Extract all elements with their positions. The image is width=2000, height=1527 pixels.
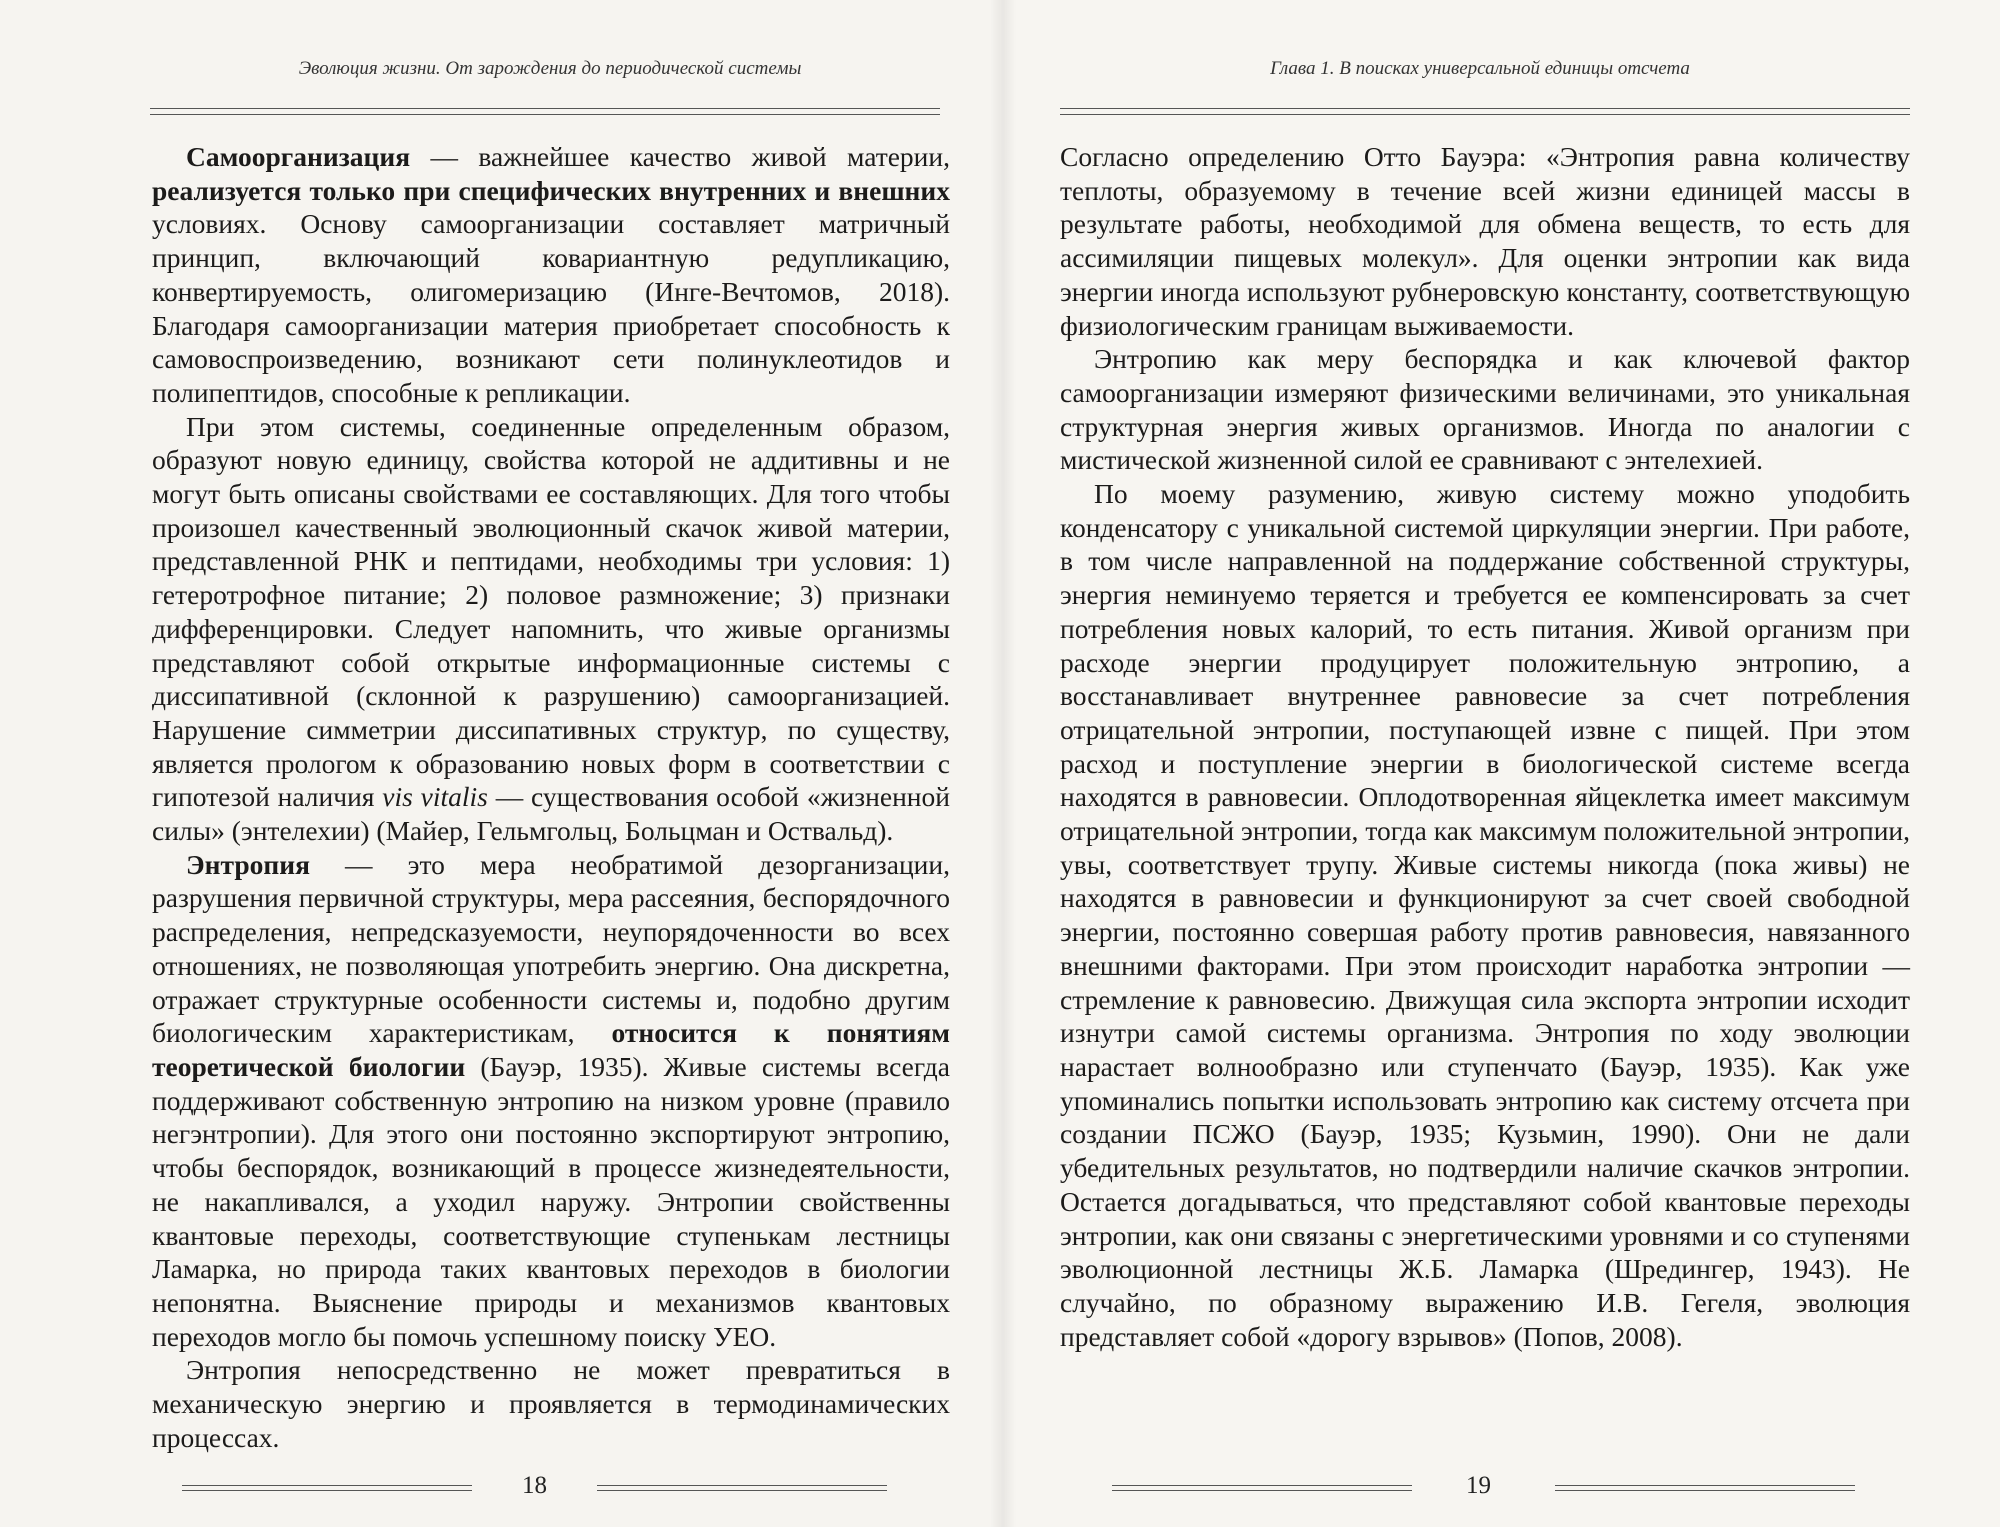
term-bold: Энтропия xyxy=(186,848,310,880)
emphasis-bold: относится к понятиям теоретической биологии xyxy=(152,1017,951,1082)
emphasis-bold: реализуется только при специфических внутренних и внешних xyxy=(152,174,950,206)
left-body-text xyxy=(152,140,950,1454)
paragraph: Энтропию как меру беспорядка и как ключевой фактор самоорганизации измеряют физическими величинами, это уникальная структурная энергия живых организмов. Иногда по аналогии с мистической жизненной силой ее сравнивают с энтелехией. xyxy=(1060,343,1910,476)
header-rule xyxy=(1060,108,1910,115)
footer-rule xyxy=(1555,1485,1855,1491)
left-running-head: Эволюция жизни. От зарождения до периодической системы xyxy=(298,58,802,79)
term-bold: Самоорганизация xyxy=(186,141,411,172)
paragraph: По моему разумению, живую систему можно уподобить конденсатору с уникальной системой циркуляции энергии. При работе, в том числе направленной на поддержание собственной структуры, энергия неминуемо теряется и требуется ее компенсировать за счет потребления новых калорий, то есть питания. Живой организм при расходе энергии продуцирует положительную энтропию, а восстанавливает внутреннее равновесие за счет потребления отрицательной энтропии, поступающей извне с пищей. При этом расход и поступление энергии в биологической системе всегда находятся в равновесии. Оплодотворенная яйцеклетка имеет максимум отрицательной энтропии, тогда как максимум положительной энтропии, увы, соответствует трупу. Живые системы никогда (пока живы) не находятся в равновесии и функционируют за счет своей свободной энергии, постоянно совершая работу против равновесия, навязанного внешними факторами. При этом происходит наработка энтропии — стремление к равновесию. Движущая сила экспорта энтропии исходит изнутри самой системы организма. Энтропия по ходу эволюции нарастает волнообразно или ступенчато (Бауэр, 1935). Как уже упоминались попытки использовать энтропию как систему отсчета при создании ПСЖО (Бауэр, 1935; Кузьмин, 1990). Они не дали убедительных результатов, но подтвердили наличие скачков энтропии. Остается догадываться, что представляют собой квантовые переходы энтропии, как они связаны с энергетическими уровнями и со ступенями эволюционной лестницы Ж.Б. Ламарка (Шредингер, 1943). Не случайно, по образному выражению И.В. Гегеля, эволюция представляет собой «дорогу взрывов» (Попов, 2008). xyxy=(1060,478,1910,1352)
paragraph: При этом системы, соединенные определенным образом, образуют новую единицу, свойства которой не аддитивны и не могут быть описаны свойствами ее составляющих. Для того чтобы произошел качественный эволюционный скачок живой материи, представленной РНК и пептидами, необходимы три условия: 1) гетеротрофное питание; 2) половое размножение; 3) признаки дифференцировки. Следует напомнить, что живые организмы представляют собой открытые информационные системы с диссипативной (склонной к разрушению) самоорганизацией. Нарушение симметрии диссипативных структур, по существу, является прологом к образованию новых форм в соответствии с гипотезой наличия vis vitalis — существования особой «жизненной силы» (энтелехии) (Майер, Гельмгольц, Больцман и Оствальд). xyxy=(152,410,950,847)
book-gutter xyxy=(990,0,1016,1527)
paragraph: Самоорганизация — важнейшее качество живой материи, реализуется только при специфических внутренних и внешних условиях. Основу самоорганизации составляет матричный принцип, включающий ковариантную редупликацию, конвертируемость, олигомеризацию (Инге-Вечтомов, 2018). Благодаря самоорганизации материя приобретает способность к самовоспроизведению, возникают сети полинуклеотидов и полипептидов, способные к репликации. xyxy=(152,141,950,408)
page-number: 18 xyxy=(522,1472,547,1499)
footer-rule xyxy=(182,1485,472,1491)
footer-rule xyxy=(1112,1485,1412,1491)
paragraph: Согласно определению Отто Бауэра: «Энтропия равна количеству теплоты, образуемому в течение всей жизни единицей массы в результате работы, необходимой для обмена веществ, то есть для ассимиляции пищевых молекул». Для оценки энтропии как вида энергии иногда используют рубнеровскую константу, соответствующую физиологическим границам выживаемости. xyxy=(1060,141,1910,341)
header-rule xyxy=(150,108,940,115)
right-running-head: Глава 1. В поисках универсальной единицы отсчета xyxy=(1270,58,1690,79)
page-number: 19 xyxy=(1466,1472,1491,1499)
latin-term: vis vitalis xyxy=(382,781,488,813)
right-body-text xyxy=(1060,140,1910,1353)
footer-rule xyxy=(597,1485,887,1491)
paragraph: Энтропия непосредственно не может превратиться в механическую энергию и проявляется в термодинамических процессах. xyxy=(152,1354,950,1453)
paragraph: Энтропия — это мера необратимой дезорганизации, разрушения первичной структуры, мера рассеяния, беспорядочного распределения, непредсказуемости, неупорядоченности во всех отношениях, не позволяющая употребить энергию. Она дискретна, отражает структурные особенности системы и, подобно другим биологическим характеристикам, относится к понятиям теоретической биологии (Бауэр, 1935). Живые системы всегда поддерживают собственную энтропию на низком уровне (правило негэнтропии). Для этого они постоянно экспортируют энтропию, чтобы беспорядок, возникающий в процессе жизнедеятельности, не накапливался, а уходил наружу. Энтропии свойственны квантовые переходы, соответствующие ступенькам лестницы Ламарка, но природа таких квантовых переходов в биологии непонятна. Выяснение природы и механизмов квантовых переходов могло бы помочь успешному поиску УЕО. xyxy=(152,848,951,1352)
right-page xyxy=(1000,0,2000,1527)
